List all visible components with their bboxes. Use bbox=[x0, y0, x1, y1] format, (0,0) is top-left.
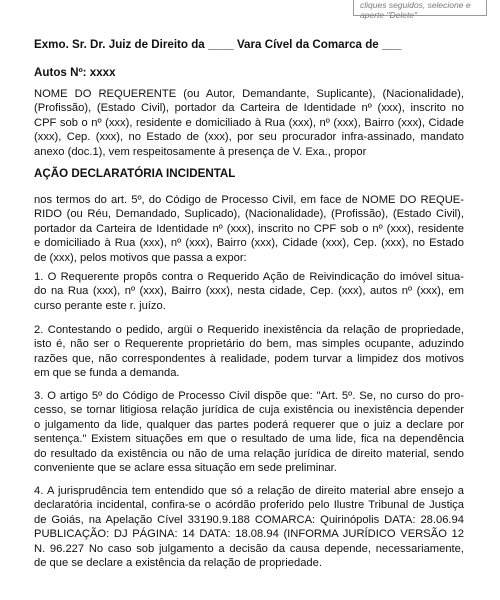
paragraph-2 bbox=[34, 323, 464, 381]
paragraph-line: 1. O Requerente propôs contra o Requerido Ação de Reivindicação do imóvel situa- bbox=[34, 271, 464, 283]
note-line: aperte "Delete" bbox=[360, 10, 418, 20]
paragraph-3 bbox=[34, 389, 464, 475]
addressee-line: Exmo. Sr. Dr. Juiz de Direito da ____ Vara Cível da Comarca de ___ bbox=[34, 38, 402, 51]
body-line: portador da Carteira de Identidade nº (xxx), inscrito no CPF sob o nº (xxx), residente bbox=[34, 222, 464, 235]
paragraph-line: do na Rua (xxx), nº (xxx), Bairro (xxx), nesta cidade, Cep. (xxx), autos nº (xxx), em bbox=[34, 285, 464, 298]
intro-line: CPF sob o nº (xxx), residente e domiciliado à Rua (xxx), nº (xxx), Bairro (xxx), Cidade bbox=[34, 116, 464, 129]
intro-paragraph bbox=[34, 87, 464, 159]
paragraph-line: cesso, se tornar litigiosa relação jurídica de cuja existência ou inexistência depender bbox=[34, 404, 464, 417]
paragraph-4 bbox=[34, 484, 464, 570]
paragraph-line: curso perante este r. juízo. bbox=[34, 299, 166, 312]
intro-line: (xxx), Cep. (xxx), no Estado de (xxx), por seu procurador infra-assinado, mandato bbox=[34, 131, 464, 144]
paragraph-line: do resultado da existência ou não de uma relação jurídica de direito material, sendo bbox=[34, 447, 464, 460]
paragraph-line: em que se funda a demanda. bbox=[34, 367, 180, 380]
paragraph-line: PUBLICAÇÃO: DJ PÁGINA: 14 DATA: 18.08.94 (INFORMA JURÍDICO VERSÃO 12 bbox=[34, 528, 464, 541]
body-line: de (xxx), pelos motivos que passa a expor: bbox=[34, 251, 247, 264]
instruction-note bbox=[353, 0, 487, 20]
intro-line: (Profissão), (Estado Civil), portador da Carteira de Identidade nº (xxx), inscrito no bbox=[34, 102, 464, 115]
paragraph-line: declaratória incidental, confira-se o acórdão proferido pelo Ilustre Tribunal de Justiça bbox=[34, 499, 464, 512]
intro-line: NOME DO REQUERENTE (ou Autor, Demandante, Suplicante), (Nacionalidade), bbox=[34, 88, 464, 100]
paragraph-line: N. 96.227 No caso sob julgamento a decisão da causa depende, necessariamente, bbox=[34, 542, 464, 555]
body-line: RIDO (ou Réu, Demandado, Suplicado), (Nacionalidade), (Profissão), (Estado Civil), bbox=[34, 208, 464, 221]
paragraph-line: razões que, não correspondentes à realidade, podem turvar a limpidez dos motivos bbox=[34, 352, 464, 365]
paragraph-1 bbox=[34, 270, 464, 313]
note-line: cliques seguidos, selecione e bbox=[360, 0, 471, 10]
paragraph-line: 4. A jurisprudência tem entendido que só a relação de direito material abre ensejo a bbox=[34, 485, 464, 497]
paragraph-line: de que se declare a existência da relação de propriedade. bbox=[34, 557, 322, 570]
intro-line: anexo (doc.1), vem respeitosamente à presença de V. Exa., propor bbox=[34, 145, 367, 158]
paragraph-line: conveniente que se aclare essa situação em sede preliminar. bbox=[34, 462, 337, 475]
body-line: nos termos do art. 5º, do Código de Processo Civil, em face de NOME DO REQUE- bbox=[34, 194, 464, 206]
body-intro-paragraph bbox=[34, 193, 464, 265]
body-line: e domiciliado à Rua (xxx), nº (xxx), Bairro (xxx), Cidade (xxx), Cep. (xxx), no Estado bbox=[34, 237, 464, 250]
paragraph-line: 2. Contestando o pedido, argüi o Requerido inexistência da relação de propriedade, bbox=[34, 324, 464, 336]
paragraph-line: o julgamento da lide, qualquer das partes poderá requerer que o juiz a declare por bbox=[34, 418, 464, 431]
paragraph-line: 3. O artigo 5º do Código de Processo Civil dispõe que: "Art. 5º. Se, no curso do pro- bbox=[34, 390, 464, 402]
paragraph-line: isto é, não ser o Requerente proprietário do bem, mas simples ocupante, aduzindo bbox=[34, 338, 464, 351]
action-title: AÇÃO DECLARATÓRIA INCIDENTAL bbox=[34, 167, 236, 180]
paragraph-line: de Goiás, na Apelação Cível 33190.9.188 COMARCA: Quirinópolis DATA: 28.06.94 bbox=[34, 513, 464, 526]
paragraph-line: sentença." Existem situações em que o resultado de uma lide, fica na dependência bbox=[34, 433, 464, 446]
case-number: Autos Nº: xxxx bbox=[34, 66, 116, 79]
